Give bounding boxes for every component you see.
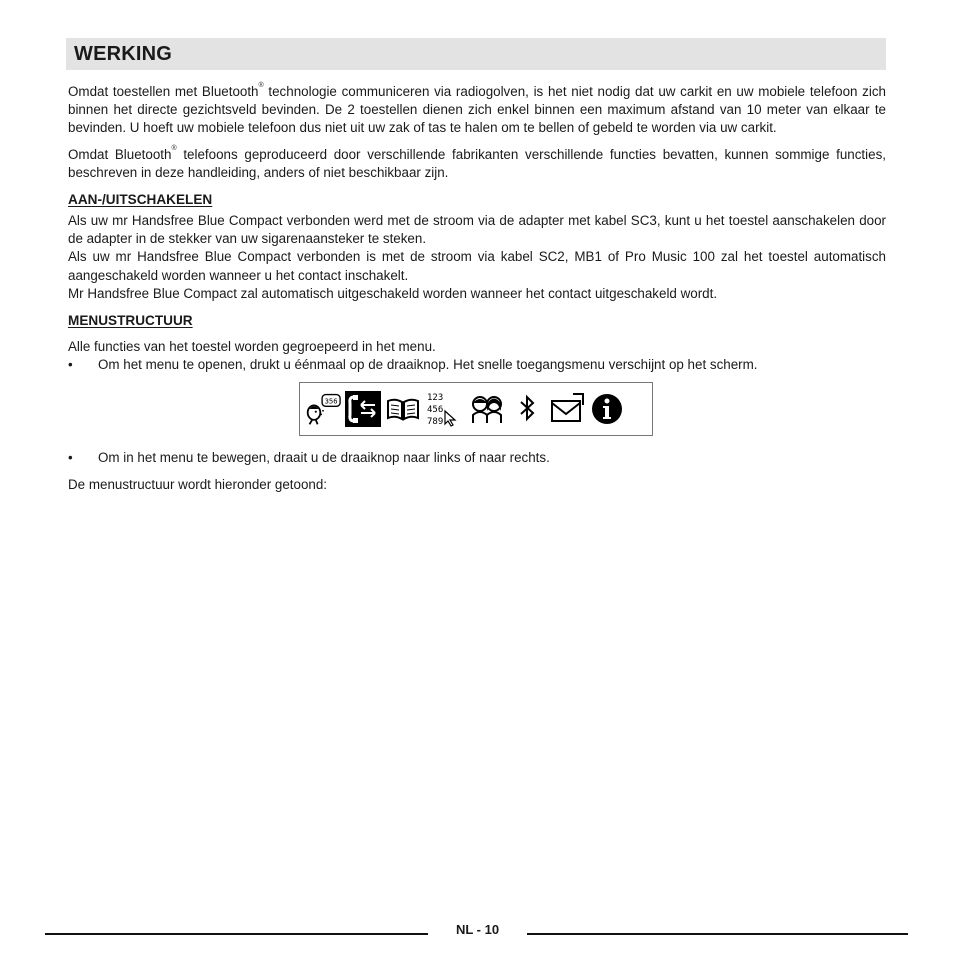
intro-p2-text-b: telefoons geproduceerd door verschillende fabrikanten verschillende functies bevatten, kunnen sommige functies, beschreven in deze handleiding, anders of niet beschikbaar zijn.: [68, 146, 886, 180]
keypad-row-1: 123: [427, 393, 444, 404]
voice-dial-icon: [305, 391, 341, 427]
bullet-mark: •: [68, 357, 73, 373]
menu-bullet-1-text: Om het menu te openen, drukt u éénmaal op de draaiknop. Het snelle toegangsmenu verschijnt op het scherm.: [98, 357, 758, 373]
info-icon: [589, 391, 625, 427]
footer-rule-right: [527, 933, 908, 935]
page-number: NL - 10: [455, 922, 500, 937]
keypad-row-3: 789: [427, 417, 444, 428]
menu-bullet-1: [68, 356, 886, 374]
phonebook-icon: [385, 391, 421, 427]
page-footer: [45, 922, 908, 942]
intro-p1-text-a: Omdat toestellen met Bluetooth: [68, 84, 259, 99]
lcd-menu-display: [299, 382, 653, 436]
bullet-mark: •: [68, 450, 73, 466]
menu-intro: Alle functies van het toestel worden gegroepeerd in het menu.: [68, 339, 436, 355]
aan-line-1: Als uw mr Handsfree Blue Compact verbonden werd met de stroom via de adapter met kabel SC3, kunt u het toestel aanschakelen door de adapter in de stekker van uw sigarenaansteker te steken.: [68, 213, 886, 247]
menu-bullet-2-text: Om in het menu te bewegen, draait u de draaiknop naar links of naar rechts.: [98, 450, 550, 466]
menu-closing: De menustructuur wordt hieronder getoond:: [68, 476, 328, 492]
bluetooth-icon: [509, 391, 545, 427]
registered-mark: ®: [171, 144, 177, 152]
heading-aan-uitschakelen: AAN-/UITSCHAKELEN: [68, 192, 213, 208]
aan-line-3: Mr Handsfree Blue Compact zal automatisch uitgeschakeld worden wanneer het contact uitgeschakeld wordt.: [68, 285, 718, 301]
heading-menustructuur: MENUSTRUCTUUR: [68, 313, 193, 329]
footer-rule-left: [45, 933, 428, 935]
page-content: [68, 38, 886, 494]
call-transfer-icon: [345, 391, 381, 427]
intro-p2-text-a: Omdat Bluetooth: [68, 146, 172, 162]
contacts-icon: [469, 391, 505, 427]
voice-dial-number: 356: [324, 397, 338, 407]
intro-p1-text-b: technologie communiceren via radiogolven, is het niet nodig dat uw carkit en uw mobiele telefoon zich binnen het directe gezichtsveld bevinden. De 2 toestellen dienen zich enkel binnen een maximum afstand van 10 meter van elkaar te bevinden. U hoeft uw mobiele telefoon dus niet uit uw zak of tas te halen om te bellen of gebeld te worden via uw carkit.: [68, 84, 886, 136]
message-icon: [549, 391, 585, 427]
section-header-bar: [66, 38, 886, 70]
intro-paragraph-1: [68, 83, 886, 138]
registered-mark: ®: [258, 82, 264, 89]
menu-bullet-2: [68, 449, 886, 467]
keypad-icon: [425, 391, 465, 427]
keypad-row-2: 456: [427, 405, 444, 416]
intro-paragraph-2: [68, 146, 886, 182]
section-title: WERKING: [74, 42, 173, 65]
aan-line-2: Als uw mr Handsfree Blue Compact verbonden is met de stroom via kabel SC2, MB1 of Pro Music 100 zal het toestel automatisch aangeschakeld worden wanneer u het contact inschakelt.: [68, 249, 886, 283]
